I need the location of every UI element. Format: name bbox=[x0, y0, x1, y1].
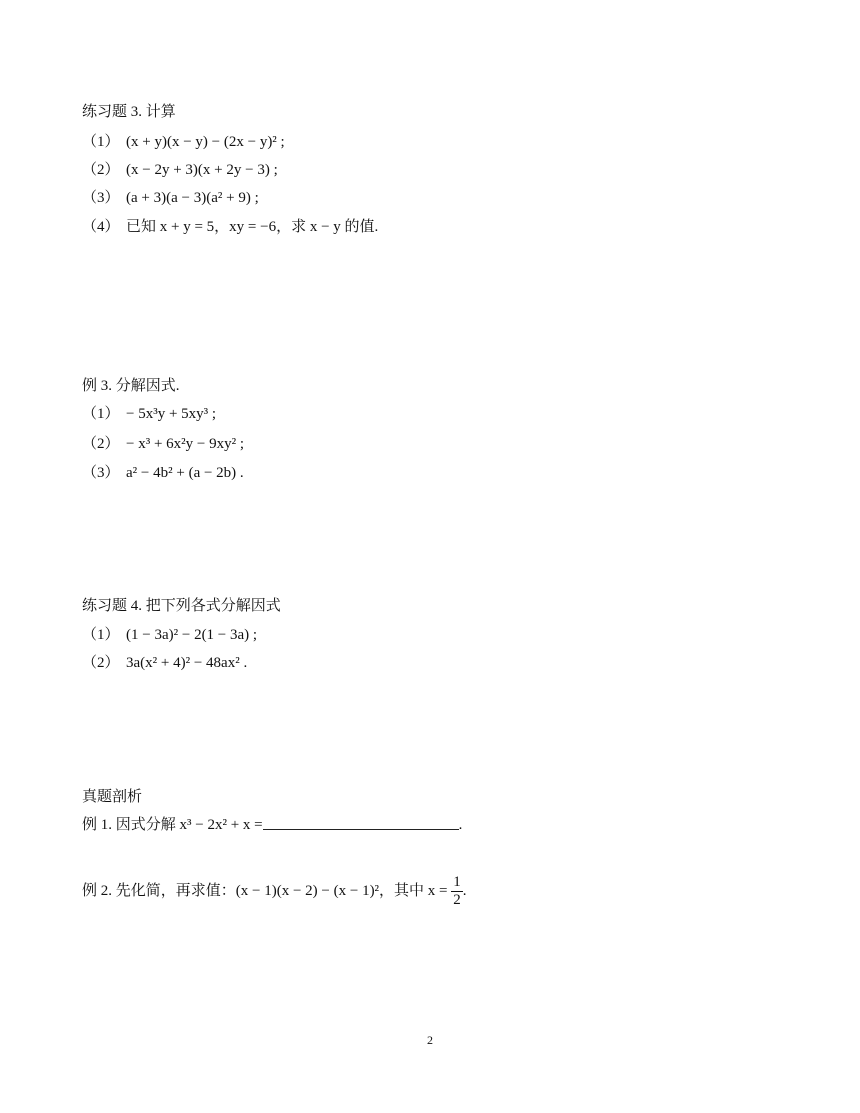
question-end: . bbox=[458, 817, 463, 833]
fraction bbox=[451, 874, 463, 909]
item-number: （1） bbox=[82, 134, 120, 150]
item-expression: a² − 4b² + (a − 2b) . bbox=[126, 465, 244, 481]
real-exam-question-1 bbox=[82, 815, 462, 835]
fraction-numerator: 1 bbox=[453, 874, 461, 891]
item-number: （2） bbox=[82, 655, 120, 671]
item-expression: (a + 3)(a − 3)(a² + 9) ; bbox=[126, 190, 259, 206]
practice-3-item-2 bbox=[82, 160, 278, 180]
item-number: （3） bbox=[82, 190, 120, 206]
fraction-denominator: 2 bbox=[453, 892, 461, 909]
practice-4-heading: 练习题 4. 把下列各式分解因式 bbox=[82, 598, 281, 614]
question-text: 例 1. 因式分解 x³ − 2x² + x = bbox=[82, 817, 263, 833]
question-end: . bbox=[462, 883, 467, 899]
item-expression: 3a(x² + 4)² − 48ax² . bbox=[126, 655, 248, 671]
item-number: （4） bbox=[82, 219, 120, 235]
example-3-item-3 bbox=[82, 463, 244, 483]
item-expression: (x − 2y + 3)(x + 2y − 3) ; bbox=[126, 162, 278, 178]
example-3-heading: 例 3. 分解因式. bbox=[82, 378, 180, 394]
practice-3-item-4 bbox=[82, 217, 378, 237]
item-expression: 已知 x + y = 5，xy = −6，求 x − y 的值. bbox=[126, 219, 379, 235]
item-number: （2） bbox=[82, 162, 120, 178]
practice-4-item-2 bbox=[82, 653, 247, 673]
item-expression: − x³ + 6x²y − 9xy² ; bbox=[126, 436, 245, 452]
item-expression: (x + y)(x − y) − (2x − y)² ; bbox=[126, 134, 285, 150]
practice-4-item-1 bbox=[82, 625, 257, 645]
page-number: 2 bbox=[427, 1033, 433, 1047]
example-3-item-1 bbox=[82, 404, 216, 424]
item-number: （1） bbox=[82, 406, 120, 422]
item-number: （3） bbox=[82, 465, 120, 481]
question-text: 例 2. 先化简，再求值：(x − 1)(x − 2) − (x − 1)²，其中 x = bbox=[82, 883, 448, 899]
item-expression: − 5x³y + 5xy³ ; bbox=[126, 406, 217, 422]
answer-blank[interactable] bbox=[263, 815, 459, 830]
real-exam-heading: 真题剖析 bbox=[82, 789, 143, 805]
item-number: （2） bbox=[82, 436, 120, 452]
real-exam-question-2 bbox=[82, 871, 467, 911]
practice-3-item-3 bbox=[82, 188, 259, 208]
item-expression: (1 − 3a)² − 2(1 − 3a) ; bbox=[126, 627, 258, 643]
item-number: （1） bbox=[82, 627, 120, 643]
practice-3-heading: 练习题 3. 计算 bbox=[82, 104, 176, 120]
example-3-item-2 bbox=[82, 434, 244, 454]
practice-3-item-1 bbox=[82, 132, 285, 152]
